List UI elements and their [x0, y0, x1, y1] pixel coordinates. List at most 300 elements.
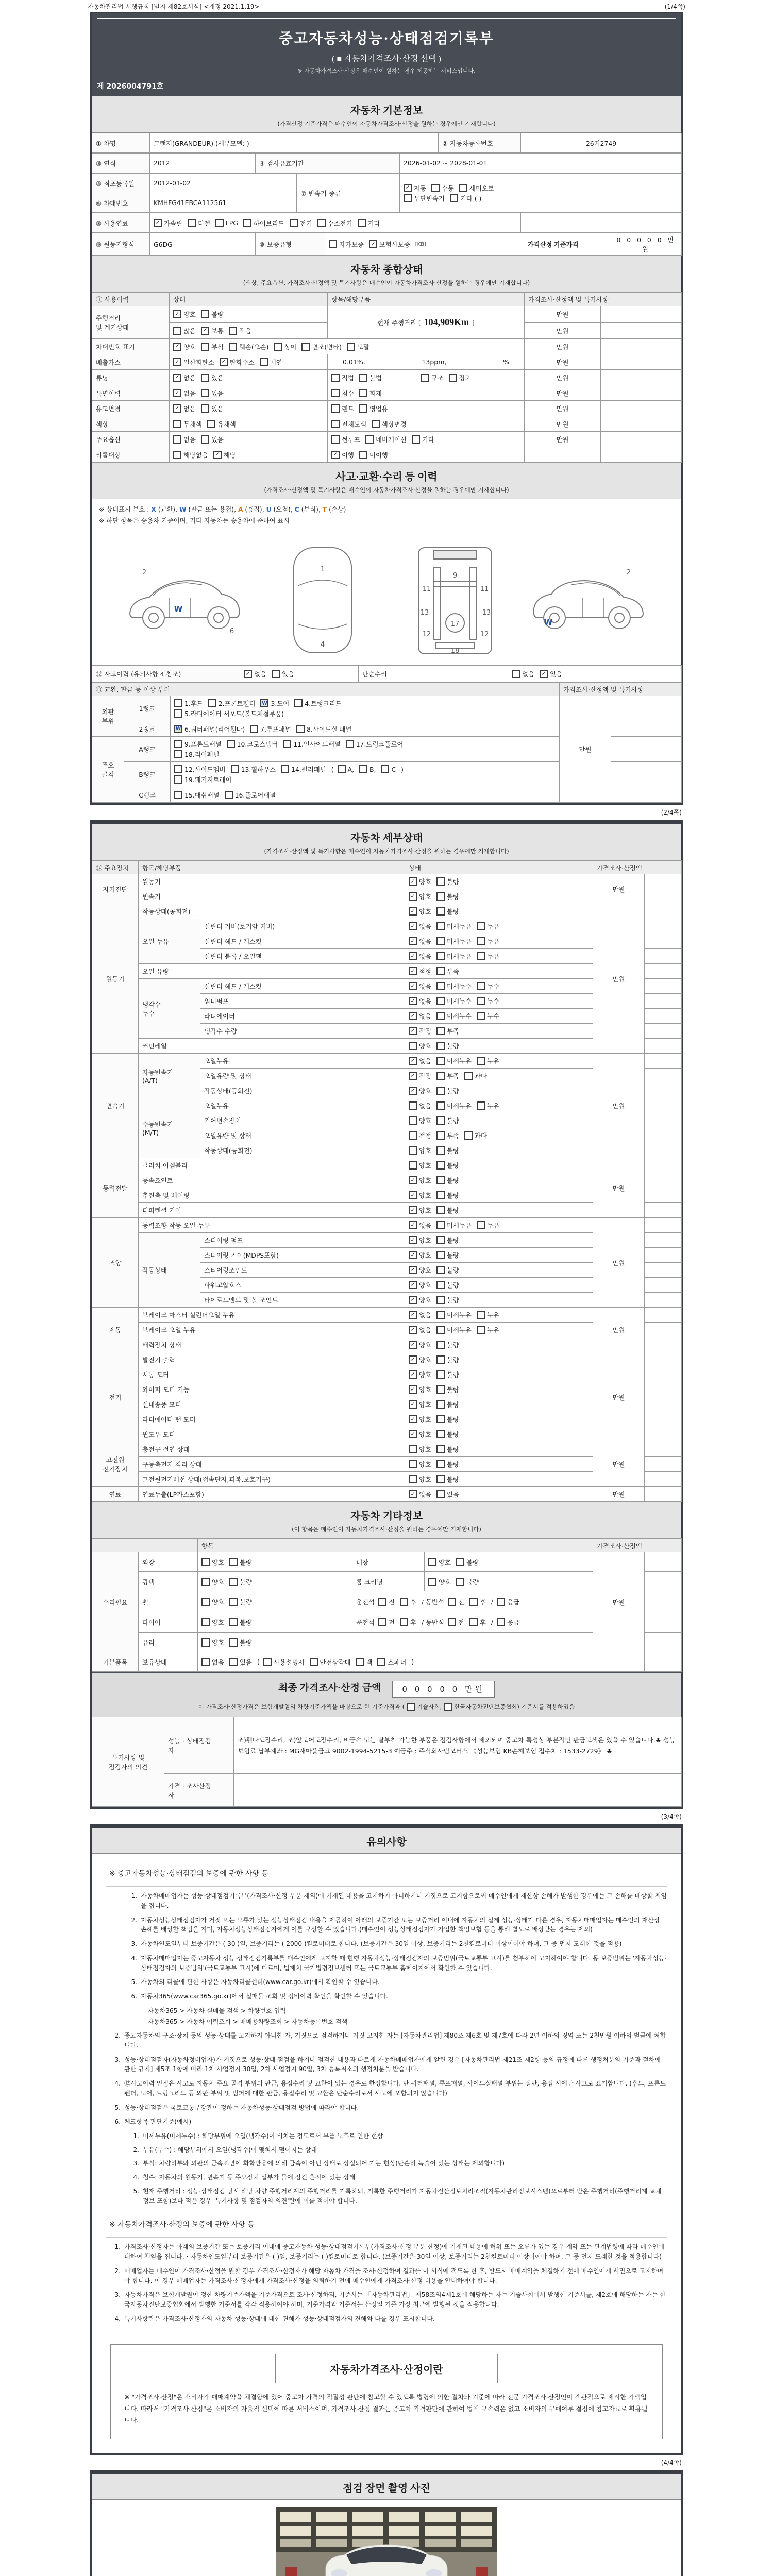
checkbox-양호[interactable]	[409, 1460, 431, 1469]
checked-box[interactable]: ✓	[173, 404, 181, 413]
checkbox-양호[interactable]	[409, 1161, 431, 1170]
unchecked-box[interactable]	[431, 184, 440, 192]
unchecked-box[interactable]	[229, 327, 237, 335]
unchecked-box[interactable]	[436, 1430, 445, 1438]
checkbox-없음[interactable]	[409, 1325, 431, 1334]
checkbox-불량[interactable]	[229, 1557, 252, 1567]
checkbox-15.대쉬패널[interactable]	[174, 790, 220, 800]
checkbox-불량[interactable]	[436, 1355, 459, 1364]
unchecked-box[interactable]	[477, 1326, 485, 1334]
unchecked-box[interactable]	[173, 327, 181, 335]
unchecked-box[interactable]	[359, 374, 367, 382]
checkbox-부족[interactable]	[436, 1131, 459, 1140]
checked-box[interactable]: ✓	[409, 1355, 417, 1364]
unchecked-box[interactable]	[436, 1251, 445, 1259]
unchecked-box[interactable]	[356, 1658, 364, 1666]
checkbox-없음[interactable]	[409, 1310, 431, 1319]
unchecked-box[interactable]	[263, 1658, 272, 1666]
unchecked-box[interactable]	[208, 699, 216, 707]
checkbox-미세누유[interactable]	[436, 1221, 472, 1230]
unchecked-box[interactable]	[477, 922, 485, 930]
checked-box[interactable]: ✓	[409, 1490, 417, 1498]
unchecked-box[interactable]	[469, 1598, 478, 1606]
unchecked-box[interactable]	[436, 1341, 445, 1349]
checkbox-불량[interactable]	[436, 892, 459, 901]
checked-box[interactable]: ✓	[409, 1266, 417, 1274]
checkbox-후[interactable]	[469, 1597, 486, 1606]
checkbox-없음[interactable]	[173, 373, 196, 382]
checkbox-13.휠하우스[interactable]	[231, 765, 276, 774]
checkbox-5.라디에이터 서포트(볼트체결부품)[interactable]	[174, 709, 284, 718]
checked-box[interactable]: ✓	[409, 1087, 417, 1095]
checkbox-불량[interactable]	[436, 1041, 459, 1050]
checkbox-불량[interactable]	[456, 1557, 479, 1567]
checkbox-전[interactable]	[448, 1597, 464, 1606]
checkbox-기타[interactable]	[358, 218, 380, 228]
unchecked-box[interactable]	[225, 791, 233, 799]
unchecked-box[interactable]	[436, 1072, 445, 1080]
unchecked-box[interactable]	[436, 982, 445, 990]
checkbox-불량[interactable]	[436, 1191, 459, 1200]
unchecked-box[interactable]	[436, 892, 445, 901]
unchecked-box[interactable]	[469, 1618, 478, 1626]
unchecked-box[interactable]	[201, 1558, 210, 1566]
checkbox-없음[interactable]	[409, 1056, 431, 1065]
checkbox-자동[interactable]	[404, 183, 426, 193]
unchecked-box[interactable]	[436, 1012, 445, 1020]
checkbox-불량[interactable]	[436, 1385, 459, 1394]
unchecked-box[interactable]	[378, 1618, 386, 1626]
unchecked-box[interactable]	[477, 1221, 485, 1229]
unchecked-box[interactable]	[436, 1281, 445, 1289]
checkbox-전체도색[interactable]	[331, 419, 366, 429]
checkbox-하이브리드[interactable]	[243, 218, 284, 228]
unchecked-box[interactable]	[229, 1578, 238, 1586]
checkbox-없음[interactable]	[512, 669, 534, 679]
checkbox-양호[interactable]	[428, 1557, 451, 1567]
unchecked-box[interactable]	[260, 358, 268, 366]
checkbox-있음[interactable]	[272, 669, 294, 679]
checkbox-누수[interactable]	[477, 981, 499, 991]
unchecked-box[interactable]	[436, 1191, 445, 1199]
checkbox-사용설명서[interactable]	[263, 1657, 305, 1667]
unchecked-box[interactable]	[436, 1415, 445, 1423]
checkbox-양호[interactable]	[409, 1206, 431, 1215]
checkbox-누유[interactable]	[477, 1221, 499, 1230]
unchecked-box[interactable]	[436, 952, 445, 960]
price-survey-select[interactable]: ( ■ 자동차가격조사·산정 선택 )	[332, 55, 441, 63]
checkbox-있음[interactable]	[201, 435, 224, 444]
unchecked-box[interactable]	[229, 1638, 238, 1647]
checkbox-누유[interactable]	[477, 922, 499, 931]
unchecked-box[interactable]	[436, 1131, 445, 1140]
unchecked-box[interactable]	[436, 997, 445, 1005]
checkbox-화재[interactable]	[359, 388, 382, 398]
unchecked-box[interactable]	[436, 937, 445, 945]
checkbox-적정[interactable]	[409, 1131, 431, 1140]
unchecked-box[interactable]	[436, 1146, 445, 1155]
unchecked-box[interactable]	[346, 740, 354, 748]
checkbox-불량[interactable]	[436, 1146, 459, 1155]
unchecked-box[interactable]	[436, 1296, 445, 1304]
unchecked-box[interactable]	[174, 791, 182, 799]
checkbox-응급[interactable]	[497, 1618, 519, 1627]
checkbox-불량[interactable]	[436, 1250, 459, 1260]
checked-box[interactable]: ✓	[409, 1311, 417, 1319]
unchecked-box[interactable]	[436, 1087, 445, 1095]
unchecked-box[interactable]	[477, 937, 485, 945]
unchecked-box[interactable]	[436, 1057, 445, 1065]
checkbox-미세누유[interactable]	[436, 1101, 472, 1110]
checkbox-미세누유[interactable]	[436, 937, 472, 946]
checkbox-16.플로어패널[interactable]	[225, 790, 276, 800]
unchecked-box[interactable]	[174, 740, 182, 748]
unchecked-box[interactable]	[409, 1460, 417, 1468]
unchecked-box[interactable]	[400, 1618, 408, 1626]
unchecked-box[interactable]	[359, 404, 367, 413]
unchecked-box[interactable]	[358, 219, 366, 227]
checkbox-C[interactable]	[381, 765, 396, 773]
unchecked-box[interactable]	[456, 1558, 464, 1566]
unchecked-box[interactable]	[436, 1176, 445, 1184]
checkbox-전기[interactable]	[290, 218, 312, 228]
unchecked-box[interactable]	[359, 765, 367, 773]
checked-box[interactable]: ✓	[409, 1072, 417, 1080]
unchecked-box[interactable]	[409, 1146, 417, 1155]
checkbox-양호[interactable]	[409, 892, 431, 901]
unchecked-box[interactable]	[436, 1101, 445, 1110]
checkbox-없음[interactable]	[201, 1657, 224, 1667]
unchecked-box[interactable]	[477, 1057, 485, 1065]
unchecked-box[interactable]	[450, 194, 458, 202]
unchecked-box[interactable]	[310, 1658, 318, 1666]
checkbox-누유[interactable]	[477, 1056, 499, 1065]
checked-box[interactable]: ✓	[409, 1206, 417, 1214]
checkbox-불량[interactable]	[436, 1086, 459, 1095]
checkbox-상이[interactable]	[274, 342, 296, 351]
unchecked-box[interactable]	[338, 765, 346, 773]
checkbox-썬루프[interactable]	[331, 435, 360, 444]
checkbox-안전삼각대[interactable]	[310, 1657, 351, 1667]
unchecked-box[interactable]	[378, 1598, 386, 1606]
checkbox-유채색[interactable]	[207, 419, 236, 429]
checked-box[interactable]: ✓	[154, 219, 162, 227]
checkbox-이행[interactable]	[331, 450, 354, 460]
checkbox-불량[interactable]	[436, 877, 459, 886]
checked-box[interactable]: ✓	[409, 1370, 417, 1379]
unchecked-box[interactable]	[436, 1490, 445, 1498]
checkbox-무단변속기[interactable]	[404, 194, 445, 203]
checkbox-17.트렁크플로어[interactable]	[346, 739, 404, 749]
checkbox-부족[interactable]	[436, 967, 459, 976]
checkbox-7.루프패널[interactable]	[250, 724, 291, 734]
checkbox-불량[interactable]	[201, 310, 224, 319]
unchecked-box[interactable]	[188, 219, 196, 227]
checked-box[interactable]: ✓	[409, 1221, 417, 1229]
unchecked-box[interactable]	[331, 389, 340, 397]
checkbox-3.도어[interactable]	[260, 699, 289, 708]
unchecked-box[interactable]	[436, 1206, 445, 1214]
checkbox-적음[interactable]	[229, 326, 251, 335]
checkbox-양호[interactable]	[409, 1116, 431, 1125]
checkbox-없음[interactable]	[409, 1101, 431, 1110]
unchecked-box[interactable]	[409, 1131, 417, 1140]
unchecked-box[interactable]	[201, 310, 209, 318]
checkbox-구조[interactable]	[421, 373, 444, 382]
checkbox-양호[interactable]	[201, 1557, 224, 1567]
unchecked-box[interactable]	[436, 1370, 445, 1379]
unchecked-box[interactable]	[201, 1578, 210, 1586]
unchecked-box[interactable]	[231, 765, 239, 773]
checkbox-누유[interactable]	[477, 937, 499, 946]
unchecked-box[interactable]	[512, 670, 520, 678]
checked-box[interactable]: ✓	[201, 327, 209, 335]
unchecked-box[interactable]	[464, 1072, 473, 1080]
unchecked-box[interactable]	[331, 420, 340, 428]
unchecked-box[interactable]	[294, 699, 303, 707]
checkbox-1.후드[interactable]	[174, 699, 203, 708]
checkbox-양호[interactable]	[409, 1475, 431, 1484]
checkbox-불량[interactable]	[436, 1430, 459, 1439]
unchecked-box[interactable]	[365, 435, 374, 444]
checkbox-14.필러패널[interactable]	[281, 765, 326, 774]
checkbox-있음[interactable]	[201, 404, 224, 413]
checked-box[interactable]: ✓	[409, 1012, 417, 1020]
checkbox-불량[interactable]	[456, 1577, 479, 1586]
unchecked-box[interactable]	[274, 343, 282, 351]
checkbox-미세누유[interactable]	[436, 922, 472, 931]
unchecked-box[interactable]	[301, 343, 310, 351]
unchecked-box[interactable]	[331, 404, 340, 413]
checkbox-미세누유[interactable]	[436, 952, 472, 961]
checked-box[interactable]: ✓	[173, 358, 181, 366]
unchecked-box[interactable]	[436, 1445, 445, 1453]
unchecked-box[interactable]	[201, 1638, 210, 1647]
checkbox-B,[interactable]	[359, 765, 376, 773]
checked-box[interactable]: ✓	[409, 922, 417, 930]
unchecked-box[interactable]	[409, 1116, 417, 1125]
checkbox-부족[interactable]	[436, 1071, 459, 1080]
checkbox-적정[interactable]	[409, 1071, 431, 1080]
checkbox-자가보증[interactable]	[329, 240, 364, 249]
checkbox-양호[interactable]	[409, 1041, 431, 1050]
unchecked-box[interactable]	[359, 389, 367, 397]
unchecked-box[interactable]	[436, 1326, 445, 1334]
checked-box[interactable]: ✓	[173, 310, 181, 318]
checkbox-누유[interactable]	[477, 1325, 499, 1334]
unchecked-box[interactable]	[448, 1618, 456, 1626]
unchecked-box[interactable]	[331, 374, 340, 382]
checkbox-미세누수[interactable]	[436, 981, 472, 991]
unchecked-box[interactable]	[229, 1658, 238, 1666]
unchecked-box[interactable]	[227, 740, 235, 748]
checked-box[interactable]: ✓	[173, 389, 181, 397]
checkbox-없음[interactable]	[409, 981, 431, 991]
checked-box[interactable]: ✓	[409, 1027, 417, 1035]
unchecked-box[interactable]	[331, 435, 340, 444]
checkbox-있음[interactable]	[540, 669, 562, 679]
unchecked-box[interactable]	[215, 219, 224, 227]
checkbox-탄화수소[interactable]	[220, 358, 255, 367]
checkbox-양호[interactable]	[409, 1086, 431, 1095]
checkbox-미이행[interactable]	[359, 450, 388, 460]
checkbox-있음[interactable]	[201, 388, 224, 398]
checkbox-부식[interactable]	[201, 342, 224, 351]
unchecked-box[interactable]	[173, 435, 181, 444]
checked-box[interactable]: ✓	[173, 374, 181, 382]
checkbox-불량[interactable]	[436, 1265, 459, 1275]
checkbox-없음[interactable]	[409, 1489, 431, 1499]
checkbox-없음[interactable]	[244, 669, 266, 679]
checkbox-불량[interactable]	[436, 907, 459, 916]
checkbox-불량[interactable]	[229, 1638, 252, 1647]
checked-box[interactable]: ✓	[409, 1415, 417, 1423]
unchecked-box[interactable]	[359, 451, 367, 459]
checkbox-있음[interactable]	[436, 1489, 459, 1499]
unchecked-box[interactable]	[173, 451, 181, 459]
checkbox-A,[interactable]	[338, 765, 354, 773]
checked-box[interactable]: ✓	[213, 451, 222, 459]
unchecked-box[interactable]	[207, 420, 215, 428]
checkbox-없음[interactable]	[409, 1221, 431, 1230]
unchecked-box[interactable]	[436, 1400, 445, 1409]
checkbox-장치[interactable]	[449, 373, 472, 382]
unchecked-box[interactable]	[459, 184, 467, 192]
checked-box[interactable]: ✓	[409, 892, 417, 901]
unchecked-box[interactable]	[477, 1012, 485, 1020]
checked-box[interactable]: ✓	[369, 240, 377, 248]
checkbox-미세누유[interactable]	[436, 1325, 472, 1334]
checkbox-양호[interactable]	[201, 1597, 224, 1606]
checkbox-기타 ( )[interactable]	[450, 194, 481, 203]
checkbox-많음[interactable]	[173, 326, 196, 335]
checkbox-디젤[interactable]	[188, 218, 210, 228]
checkbox-10.크로스멤버[interactable]	[227, 739, 278, 749]
checkbox-불량[interactable]	[436, 1280, 459, 1290]
checkbox-없음[interactable]	[409, 937, 431, 946]
checkbox-없음[interactable]	[409, 996, 431, 1006]
checkbox-과다[interactable]	[464, 1071, 487, 1080]
checked-box[interactable]: ✓	[409, 967, 417, 975]
unchecked-box[interactable]	[497, 1618, 505, 1626]
unchecked-box[interactable]	[201, 404, 209, 413]
unchecked-box[interactable]	[436, 907, 445, 916]
unchecked-box[interactable]	[174, 750, 182, 758]
unchecked-box[interactable]	[347, 343, 355, 351]
unchecked-box[interactable]	[409, 1161, 417, 1170]
checked-box[interactable]: ✓	[409, 952, 417, 960]
checked-box[interactable]: ✓	[409, 997, 417, 1005]
checkbox-해당없음[interactable]	[173, 450, 208, 460]
checkbox-무채색[interactable]	[173, 419, 202, 429]
unchecked-box[interactable]	[436, 1266, 445, 1274]
checkbox-보통[interactable]	[201, 326, 224, 335]
checkbox-양호[interactable]	[409, 1370, 431, 1379]
unchecked-box[interactable]	[477, 952, 485, 960]
unchecked-box[interactable]	[421, 374, 429, 382]
checkbox-누수[interactable]	[477, 996, 499, 1006]
checkbox-불량[interactable]	[436, 1445, 459, 1454]
checkbox-4.트렁크리드[interactable]	[294, 699, 342, 708]
checkbox-양호[interactable]	[201, 1577, 224, 1586]
checked-box[interactable]: ✓	[404, 184, 412, 192]
checked-box[interactable]: ✓	[173, 343, 181, 351]
checkbox-해당[interactable]	[213, 450, 236, 460]
checkbox-양호[interactable]	[409, 1400, 431, 1409]
unchecked-box[interactable]	[436, 1355, 445, 1364]
checkbox-양호[interactable]	[409, 1385, 431, 1394]
checkbox-있음[interactable]	[229, 1657, 252, 1667]
checkbox-양호[interactable]	[409, 1280, 431, 1290]
unchecked-box[interactable]	[229, 1558, 238, 1566]
checked-box[interactable]: ✓	[409, 907, 417, 916]
checkbox-불량[interactable]	[229, 1577, 252, 1586]
unchecked-box[interactable]	[229, 1618, 238, 1626]
checked-box[interactable]: ✓	[409, 1385, 417, 1394]
checkbox-불법[interactable]	[359, 373, 382, 382]
unchecked-box[interactable]	[497, 1598, 505, 1606]
checkbox-LPG[interactable]	[215, 219, 238, 227]
unchecked-box[interactable]	[201, 374, 209, 382]
checked-box[interactable]: ✓	[409, 982, 417, 990]
checked-box[interactable]: ✓	[409, 1326, 417, 1334]
checkbox-영업용[interactable]	[359, 404, 388, 413]
checkbox-11.인사이드패널[interactable]	[283, 739, 341, 749]
checkbox-불량[interactable]	[436, 1235, 459, 1245]
checkbox-양호[interactable]	[409, 1191, 431, 1200]
checkbox-양호[interactable]	[409, 1250, 431, 1260]
checkbox-양호[interactable]	[173, 310, 196, 319]
checkbox-없음[interactable]	[409, 1011, 431, 1021]
unchecked-box[interactable]	[229, 1598, 238, 1606]
unchecked-box[interactable]	[174, 775, 182, 784]
checkbox-양호[interactable]	[173, 342, 196, 351]
unchecked-box[interactable]	[174, 699, 182, 707]
unchecked-box[interactable]	[377, 1658, 385, 1666]
checkbox-양호[interactable]	[409, 907, 431, 916]
standard-book-checkbox[interactable]	[407, 1703, 415, 1711]
checkbox-응급[interactable]	[497, 1597, 519, 1606]
checkbox-불량[interactable]	[436, 1116, 459, 1125]
w-mark-box[interactable]: W	[260, 699, 268, 707]
unchecked-box[interactable]	[436, 967, 445, 975]
checkbox-가솔린[interactable]	[154, 218, 182, 228]
unchecked-box[interactable]	[243, 219, 251, 227]
unchecked-box[interactable]	[428, 1578, 436, 1586]
checkbox-훼손(오손)[interactable]	[229, 342, 269, 351]
unchecked-box[interactable]	[250, 725, 258, 733]
checkbox-불량[interactable]	[436, 1161, 459, 1170]
checkbox-없음[interactable]	[173, 404, 196, 413]
unchecked-box[interactable]	[381, 765, 389, 773]
unchecked-box[interactable]	[436, 1221, 445, 1229]
unchecked-box[interactable]	[329, 240, 337, 248]
unchecked-box[interactable]	[477, 1311, 485, 1319]
checkbox-누유[interactable]	[477, 1101, 499, 1110]
unchecked-box[interactable]	[201, 343, 209, 351]
checkbox-없음[interactable]	[173, 388, 196, 398]
checkbox-적정[interactable]	[409, 967, 431, 976]
checkbox-잭[interactable]	[356, 1657, 372, 1667]
checkbox-양호[interactable]	[409, 877, 431, 886]
checkbox-불량[interactable]	[436, 1340, 459, 1349]
unchecked-box[interactable]	[477, 982, 485, 990]
checkbox-불량[interactable]	[436, 1415, 459, 1424]
unchecked-box[interactable]	[477, 997, 485, 1005]
checkbox-변조(변타)[interactable]	[301, 342, 342, 351]
checkbox-불량[interactable]	[436, 1295, 459, 1304]
checked-box[interactable]: ✓	[409, 877, 417, 886]
